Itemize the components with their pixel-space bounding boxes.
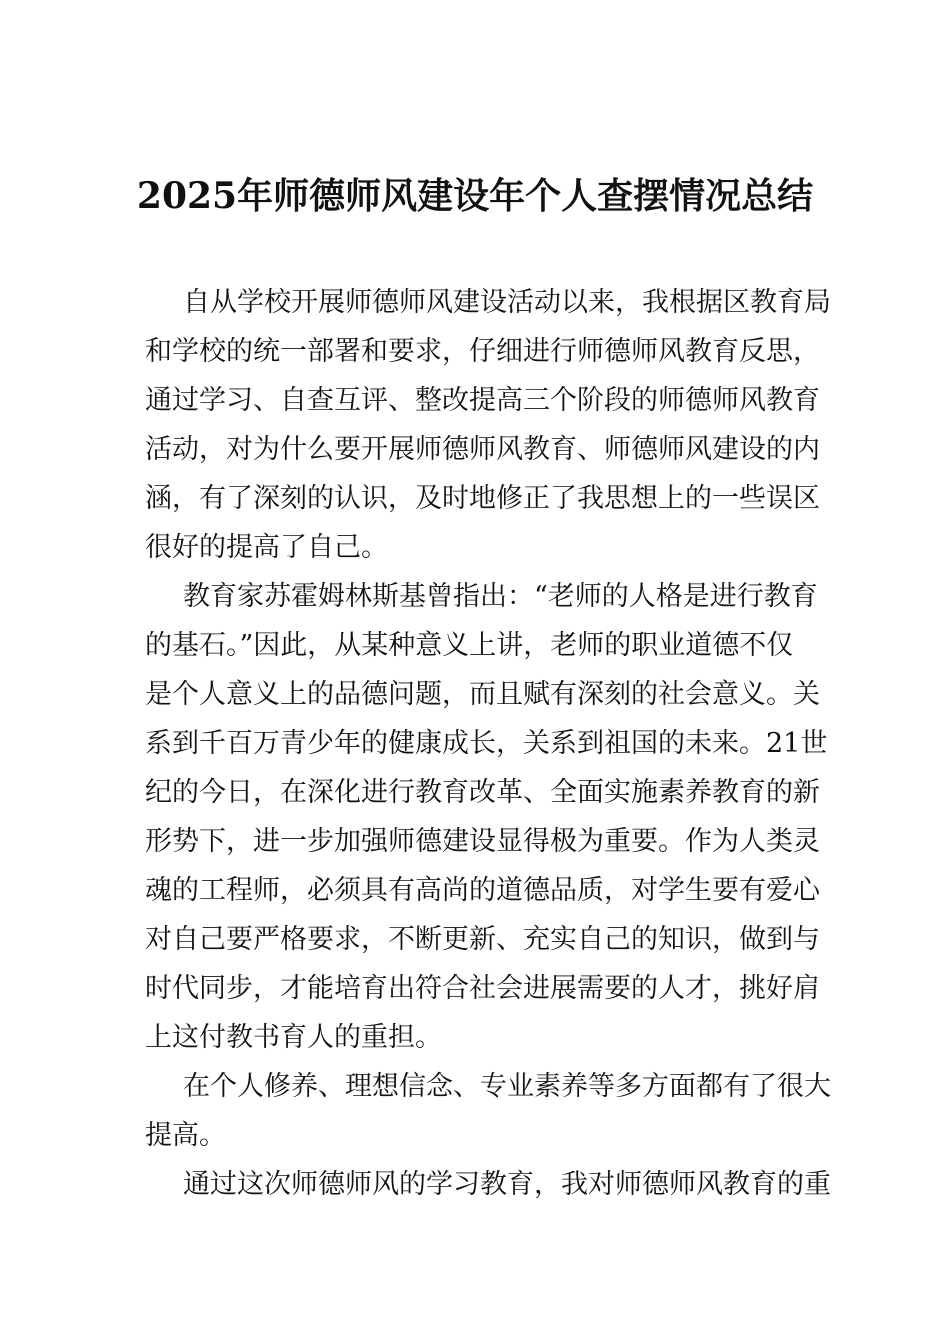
text-line: 时代同步，才能培育出符合社会进展需要的人才，挑好肩 <box>145 973 820 1004</box>
text-line: 活动，对为什么要开展师德师风教育、师德师风建设的内 <box>145 434 820 465</box>
text-line: 很好的提高了自己。 <box>145 532 388 563</box>
paragraph <box>145 278 831 572</box>
text-line: 提高。 <box>145 1120 226 1151</box>
paragraph <box>145 572 828 1062</box>
text-line: 通过学习、自查互评、整改提高三个阶段的师德师风教育 <box>145 385 820 416</box>
document-title: 2025年师德师风建设年个人查摆情况总结 <box>136 175 814 217</box>
text-line: 涵，有了深刻的认识，及时地修正了我思想上的一些误区 <box>145 483 820 514</box>
text-line: 在个人修养、理想信念、专业素养等多方面都有了很大 <box>183 1071 831 1102</box>
text-line: 纪的今日，在深化进行教育改革、全面实施素养教育的新 <box>145 777 820 808</box>
paragraph <box>145 1062 831 1160</box>
text-line: 魂的工程师，必须具有高尚的道德品质，对学生要有爱心 <box>145 875 820 906</box>
text-line: 系到千百万青少年的健康成长，关系到祖国的未来。21世 <box>145 728 828 759</box>
text-line: 和学校的统一部署和要求，仔细进行师德师风教育反思， <box>145 336 820 367</box>
text-line: 上这付教书育人的重担。 <box>145 1022 442 1053</box>
text-line: 的基石。”因此，从某种意义上讲，老师的职业道德不仅 <box>145 630 794 661</box>
text-line: 对自己要严格要求，不断更新、充实自己的知识，做到与 <box>145 924 820 955</box>
text-line: 自从学校开展师德师风建设活动以来，我根据区教育局 <box>183 287 831 318</box>
text-line: 形势下，进一步加强师德建设显得极为重要。作为人类灵 <box>145 826 820 857</box>
document-body <box>145 278 831 1209</box>
paragraph <box>145 1160 831 1209</box>
text-line: 教育家苏霍姆林斯基曾指出：“老师的人格是进行教育 <box>183 581 818 612</box>
text-line: 通过这次师德师风的学习教育，我对师德师风教育的重 <box>183 1169 831 1200</box>
text-line: 是个人意义上的品德问题，而且赋有深刻的社会意义。关 <box>145 679 820 710</box>
